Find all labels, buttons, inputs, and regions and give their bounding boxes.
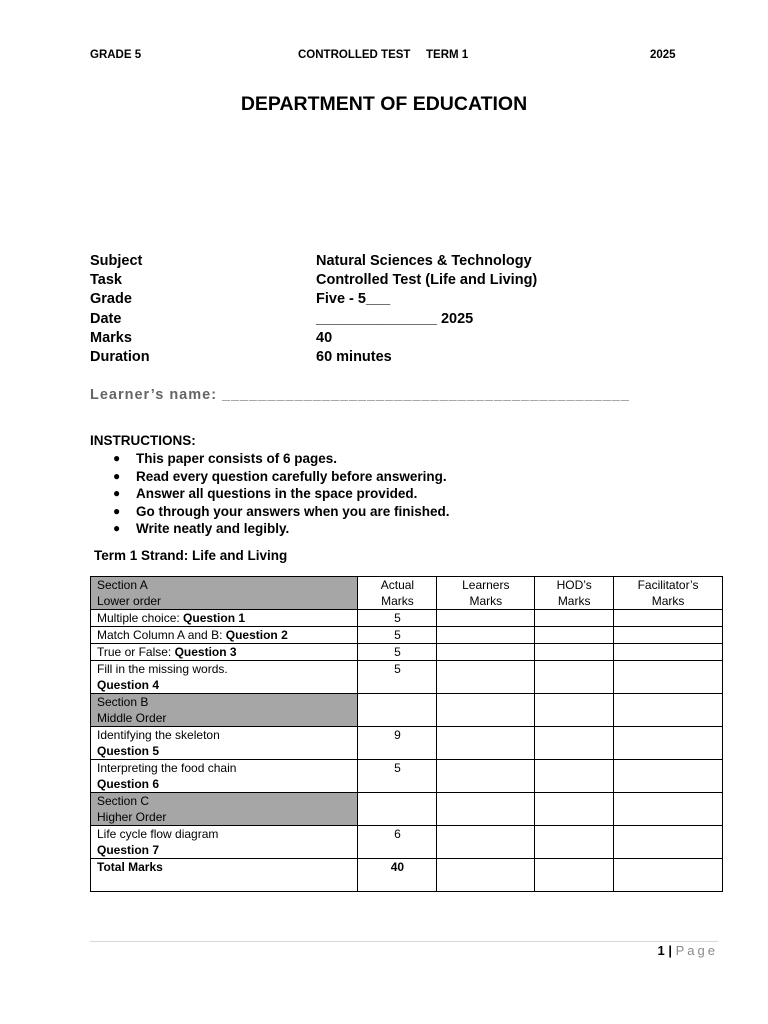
header-hods-marks [535,577,614,610]
instruction-text: Answer all questions in the space provided. [136,486,418,501]
question-number: Question 1 [183,611,246,625]
higher-order-label: Higher Order [97,810,167,824]
table-row [91,644,723,661]
question-number: Question 2 [225,628,288,642]
section-a-title: Section A [97,578,148,592]
hods-marks-cell [535,826,614,859]
instructions-heading: INSTRUCTIONS: [90,433,196,448]
facilitators-marks-cell [614,727,723,760]
instruction-item [113,503,450,521]
section-row [91,793,723,826]
hods-marks-cell [535,760,614,793]
empty-cell [437,694,535,727]
total-label: Total Marks [97,860,163,874]
section-b-cell [91,694,358,727]
info-value: Five - 5___ [316,291,391,308]
question-description: Life cycle flow diagram [97,827,219,841]
empty-cell [614,694,723,727]
header-text: Facilitator’s [637,578,699,592]
lower-order-label: Lower order [97,594,162,608]
hods-marks-cell [535,727,614,760]
instruction-text: Go through your answers when you are finished. [136,503,450,519]
learners-marks-cell [437,760,535,793]
info-value: Controlled Test (Life and Living) [316,272,538,289]
question-description: Multiple choice: [97,611,184,625]
page-number-separator: | [668,943,672,958]
hods-marks-cell [535,859,614,892]
learners-marks-cell [437,727,535,760]
empty-cell [358,694,437,727]
table-row [91,661,723,694]
question-description: Fill in the missing words. [97,662,228,676]
empty-cell [535,694,614,727]
page-number-value: 1 [657,943,665,958]
table-header-row [91,577,723,610]
info-label: Subject [90,253,143,269]
question-number: Question 5 [97,744,160,758]
total-row [91,859,723,892]
question-cell [91,644,358,661]
question-number: Question 7 [97,843,160,857]
facilitators-marks-cell [614,644,723,661]
learners-marks-cell [437,826,535,859]
table-row [91,727,723,760]
header-text: Marks [469,594,503,608]
question-number: Question 3 [174,645,237,659]
learners-marks-cell [437,644,535,661]
header-year: 2025 [650,49,676,61]
strand-heading: Term 1 Strand: Life and Living [94,548,288,563]
hods-marks-cell [535,627,614,644]
actual-marks-cell: 5 [358,760,437,793]
learners-marks-cell [437,661,535,694]
info-label: Marks [90,329,132,346]
facilitators-marks-cell [614,610,723,627]
header-text: HOD’s [556,578,592,592]
bullet-icon: ● [113,468,121,483]
instruction-item [113,468,450,486]
info-label: Grade [90,291,132,308]
page-label: Page [675,943,718,958]
learner-name-line: Learner’s name: _____________________________________________ [90,387,630,403]
header-text: Marks [651,594,685,608]
info-value: Natural Sciences & Technology [316,253,532,269]
empty-cell [535,793,614,826]
instructions-list [113,450,450,538]
bullet-icon: ● [113,521,121,535]
header-text: Marks [557,594,591,608]
instruction-item [113,520,450,538]
marks-table [90,576,723,892]
actual-marks-cell: 5 [358,627,437,644]
info-value: 40 [316,329,333,346]
question-cell [91,661,358,694]
learners-marks-cell [437,627,535,644]
table-row [91,627,723,644]
table-row [91,760,723,793]
empty-cell [358,793,437,826]
page-number [658,943,719,958]
actual-marks-cell: 5 [358,661,437,694]
middle-order-label: Middle Order [97,711,167,725]
info-value: 60 minutes [316,348,392,365]
question-description: True or False: [97,645,175,659]
info-label: Duration [90,348,150,365]
header-term: TERM 1 [426,49,469,61]
question-number: Question 6 [97,777,160,791]
total-label-cell [91,859,358,892]
header-text: Learners [462,578,510,592]
facilitators-marks-cell [614,760,723,793]
instruction-text: Write neatly and legibly. [136,521,290,536]
facilitators-marks-cell [614,627,723,644]
instruction-text: This paper consists of 6 pages. [136,451,338,466]
section-c-cell [91,793,358,826]
question-cell [91,760,358,793]
question-description: Match Column A and B: [97,628,226,642]
question-cell [91,727,358,760]
empty-cell [614,793,723,826]
instruction-text: Read every question carefully before answering. [136,468,447,484]
info-label: Date [90,310,122,327]
question-number: Question 4 [97,678,160,692]
header-text: Actual [380,578,415,592]
header-learners-marks [437,577,535,610]
section-a-cell [91,577,358,610]
footer-divider [90,941,718,942]
question-description: Interpreting the food chain [97,761,237,775]
header-actual-marks [358,577,437,610]
facilitators-marks-cell [614,661,723,694]
bullet-icon: ● [113,503,121,518]
question-description: Identifying the skeleton [97,728,220,742]
actual-marks-cell: 5 [358,610,437,627]
total-marks-cell [358,859,437,892]
bullet-icon: ● [113,486,121,500]
table-row [91,610,723,627]
hods-marks-cell [535,610,614,627]
actual-marks-cell: 5 [358,644,437,661]
bullet-icon: ● [113,451,121,465]
header-text: Marks [381,594,414,608]
header-facilitators-marks [614,577,723,610]
info-value: _______________ 2025 [316,310,474,327]
page-title: DEPARTMENT OF EDUCATION [240,93,528,115]
info-label: Task [90,272,122,289]
actual-marks-cell: 6 [358,826,437,859]
empty-cell [437,793,535,826]
header-grade: GRADE 5 [90,49,142,61]
total-marks-value: 40 [390,860,405,874]
instruction-item [113,485,450,503]
actual-marks-cell: 9 [358,727,437,760]
section-c-title: Section C [97,794,150,808]
learners-marks-cell [437,859,535,892]
learners-marks-cell [437,610,535,627]
table-row [91,826,723,859]
instruction-item [113,450,450,468]
facilitators-marks-cell [614,826,723,859]
question-cell [91,826,358,859]
hods-marks-cell [535,644,614,661]
section-b-title: Section B [97,695,149,709]
header-test: CONTROLLED TEST [298,49,411,61]
question-cell [91,627,358,644]
hods-marks-cell [535,661,614,694]
question-cell [91,610,358,627]
section-row [91,694,723,727]
facilitators-marks-cell [614,859,723,892]
